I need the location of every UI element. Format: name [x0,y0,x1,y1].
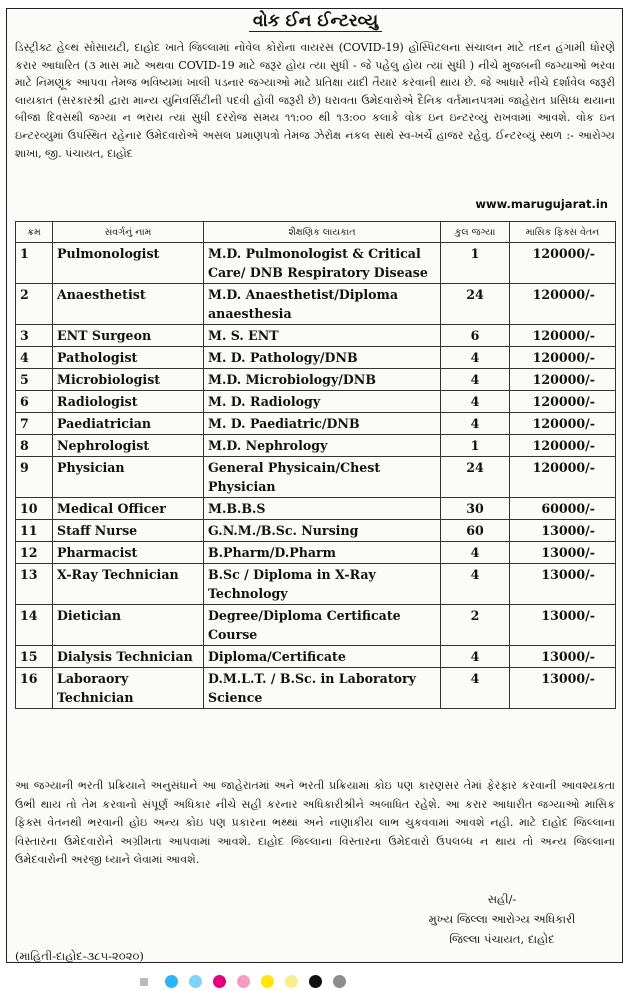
color-dot [261,975,274,988]
row-number: 11 [16,520,53,542]
post-name: Pulmonologist [53,243,204,284]
qualification: Diploma/Certificate [204,646,441,668]
signature-line: સહી/- [487,892,517,906]
row-number: 7 [16,413,53,435]
monthly-salary: 13000/- [510,605,616,646]
monthly-salary: 120000/- [510,325,616,347]
advertisement-sheet [6,8,623,963]
row-number: 3 [16,325,53,347]
reference-number: (માહિતી-દાહોદ-૩૮૫-૨૦૨૦) [15,949,144,963]
monthly-salary: 120000/- [510,284,616,325]
table-row [16,243,616,284]
row-number: 16 [16,668,53,709]
monthly-salary: 120000/- [510,369,616,391]
row-number: 12 [16,542,53,564]
qualification: M.D. Nephrology [204,435,441,457]
post-name: Paediatrician [53,413,204,435]
table-row [16,284,616,325]
post-name: ENT Surgeon [53,325,204,347]
header-salary: માસિક ફિક્સ વેતન [510,222,616,243]
qualification: B.Pharm/D.Pharm [204,542,441,564]
post-name: Physician [53,457,204,498]
post-count: 6 [441,325,510,347]
color-dot [165,975,178,988]
color-dot [189,975,202,988]
row-number: 8 [16,435,53,457]
post-count: 24 [441,457,510,498]
post-name: Pathologist [53,347,204,369]
table-row [16,325,616,347]
monthly-salary: 13000/- [510,668,616,709]
post-count: 4 [441,413,510,435]
post-count: 30 [441,498,510,520]
qualification: Degree/Diploma Certificate Course [204,605,441,646]
table-body [16,243,616,709]
monthly-salary: 120000/- [510,391,616,413]
header-no: ક્રમ [16,222,53,243]
row-number: 6 [16,391,53,413]
qualification: M. D. Pathology/DNB [204,347,441,369]
color-dot [285,975,298,988]
monthly-salary: 120000/- [510,347,616,369]
header-qualification: શૈક્ષણિક લાયકાત [204,222,441,243]
website-watermark: www.marugujarat.in [475,197,608,211]
post-count: 4 [441,369,510,391]
post-name: Microbiologist [53,369,204,391]
post-count: 1 [441,243,510,284]
color-dot [309,975,322,988]
vacancy-table [15,221,616,709]
post-name: Anaesthetist [53,284,204,325]
color-dot [213,975,226,988]
post-count: 4 [441,646,510,668]
post-name: Pharmacist [53,542,204,564]
table-row [16,668,616,709]
table-row [16,542,616,564]
row-number: 10 [16,498,53,520]
qualification: D.M.L.T. / B.Sc. in Laboratory Science [204,668,441,709]
registration-mark [140,978,148,986]
table-row [16,520,616,542]
row-number: 15 [16,646,53,668]
page-title: વોક ઈન ઈન્ટરવ્યુ [7,11,624,31]
post-count: 60 [441,520,510,542]
header-count: કુલ જગ્યા [441,222,510,243]
row-number: 9 [16,457,53,498]
qualification: B.Sc / Diploma in X-Ray Technology [204,564,441,605]
post-name: Staff Nurse [53,520,204,542]
qualification: M.D. Anaesthetist/Diploma anaesthesia [204,284,441,325]
qualification: M.D. Pulmonologist & Critical Care/ DNB Respiratory Disease [204,243,441,284]
table-row [16,369,616,391]
post-count: 4 [441,347,510,369]
color-dot [333,975,346,988]
row-number: 1 [16,243,53,284]
post-name: Radiologist [53,391,204,413]
table-row [16,498,616,520]
post-name: Laboraory Technician [53,668,204,709]
qualification: M.D. Microbiology/DNB [204,369,441,391]
table-row [16,347,616,369]
color-registration-strip [120,970,620,990]
table-row [16,564,616,605]
table-row [16,413,616,435]
monthly-salary: 13000/- [510,542,616,564]
monthly-salary: 120000/- [510,243,616,284]
table-row [16,457,616,498]
qualification: General Physicain/Chest Physician [204,457,441,498]
table-row [16,646,616,668]
qualification: M. D. Paediatric/DNB [204,413,441,435]
post-count: 4 [441,668,510,709]
monthly-salary: 13000/- [510,564,616,605]
table-row [16,605,616,646]
color-dot [237,975,250,988]
post-count: 2 [441,605,510,646]
table-header-row [16,222,616,243]
post-count: 1 [441,435,510,457]
row-number: 5 [16,369,53,391]
monthly-salary: 13000/- [510,520,616,542]
qualification: M. S. ENT [204,325,441,347]
outro-paragraph: આ જગ્યાની ભરતી પ્રક્રિયાને અનુસંધાને આ જાહેરાતમાં અને ભરતી પ્રક્રિયામાં કોઇ પણ કારણસર તેમાં ફેરફાર કરવાની આવશ્યકતા ઉભી થાય તો તેમ કરવાનો સંપૂર્ણ અધિકાર નીચે સહી કરનાર અધિકારીશ્રીને અબાધિત રહેશે. આ કરાર આધારીત જગ્યાઓ માસિક ફિક્સ વેતનથી ભરવાની હોઇ અન્ય કોઇ પણ પ્રકારના ભથ્થાં અને નાણાકીય લાભ ચુકવવામાં આવશે નહી. માટે દાહોદ જિલ્લાના વિસ્તારના ઉમેદવારોને અગ્રીમતા આપવામાં આવશે. દાહોદ જિલ્લાના વિસ્તારના ઉમેદવારો ઉપલબ્ધ ન થાય તો અન્ય જિલ્લાના ઉમેદવારોની અરજી ધ્યાને લેવામાં આવશે. [15,779,615,866]
row-number: 14 [16,605,53,646]
post-name: Medical Officer [53,498,204,520]
post-name: X-Ray Technician [53,564,204,605]
qualification: M. D. Radiology [204,391,441,413]
monthly-salary: 13000/- [510,646,616,668]
post-name: Dietician [53,605,204,646]
post-count: 4 [441,564,510,605]
table-row [16,435,616,457]
post-count: 4 [441,542,510,564]
table-row [16,391,616,413]
post-name: Dialysis Technician [53,646,204,668]
row-number: 2 [16,284,53,325]
monthly-salary: 60000/- [510,498,616,520]
monthly-salary: 120000/- [510,457,616,498]
row-number: 13 [16,564,53,605]
post-count: 24 [441,284,510,325]
monthly-salary: 120000/- [510,413,616,435]
post-count: 4 [441,391,510,413]
signature-block [412,889,592,949]
qualification: G.N.M./B.Sc. Nursing [204,520,441,542]
header-name: સંવર્ગનું નામ [53,222,204,243]
monthly-salary: 120000/- [510,435,616,457]
row-number: 4 [16,347,53,369]
signatory-office: જિલ્લા પંચાયત, દાહોદ [449,932,555,946]
post-name: Nephrologist [53,435,204,457]
qualification: M.B.B.S [204,498,441,520]
intro-paragraph: ડિસ્ટ્રીક્ટ હેલ્થ સોસાયટી, દાહોદ ખાતે જિલ્લામાં નોવેલ કોરોના વાયરસ (COVID-19) હોસ્પિટલના સંચાલન માટે તદન હંગામી ધોરણે કરાર આધારિત (૩ માસ માટે અથવા COVID-19 માટે જરૂર હોય ત્યા સુધી - જે પહેલુ હોય ત્યાં સુધી ) નીચે મુજબની જગ્યાઓ ભરવા માટે નિમણૂંક આપવા તેમજ ભવિષ્યમાં ખાલી પડનાર જગ્યાઓ માટે પ્રતિક્ષા યાદી તૈયાર કરવાની થાય છે. જે આધારે નીચે દર્શાવેલ જરૂરી લાયકાત (સરકારશ્રી દ્વારા માન્ય યુનિવર્સિટીની પદવી હોવી જરૂરી છે) ધરાવતા ઉમેદવારોએ દૈનિક વર્તમાનપત્રમાં જાહેરાત પ્રસિધ્ધ થયાના બીજા દિવસથી જગ્યા ન ભરાય ત્યાં સુધી દરરોજ સમય ૧૧:૦૦ થી ૧૩:૦૦ કલાકે વોક ઇન ઇન્ટરવ્યું રાખવામાં આવશે. વોક ઇન ઇન્ટરવ્યુમાં ઉપસ્થિત રહેનાર ઉમેદવારોએ અસલ પ્રમાણપત્રો તેમજ ઝેરોક્ષ નકલ સાથે સ્વ-ખર્ચે હાજર રહેવું. ઈન્ટરવ્યું સ્થળ :- આરોગ્ય શાખા, જી. પંચાયત, દાહોદ [15,41,615,160]
signatory-title: મુખ્ય જિલ્લા આરોગ્ય અધિકારી [428,912,576,926]
